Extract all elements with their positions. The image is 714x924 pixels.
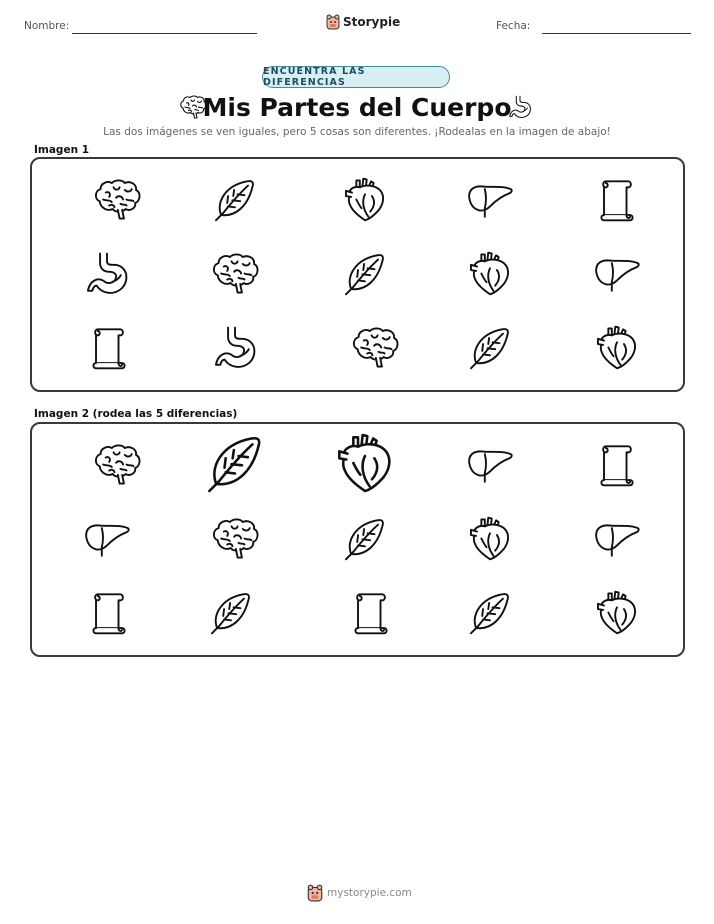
image2-panel[interactable]: [30, 422, 685, 657]
leaf-icon[interactable]: [205, 590, 257, 635]
stomach-icon: [506, 92, 534, 122]
heart-icon: [591, 325, 643, 370]
mascot-icon: [326, 14, 340, 30]
brain-icon: [209, 251, 261, 296]
name-field[interactable]: [72, 33, 257, 34]
heart-icon[interactable]: [591, 590, 643, 635]
brain-icon: [91, 177, 143, 222]
brain-icon[interactable]: [209, 516, 261, 561]
leaf-icon: [209, 177, 261, 222]
footer: [307, 884, 412, 902]
leaf-icon: [464, 325, 516, 370]
date-label: Fecha:: [496, 20, 531, 32]
date-field[interactable]: [542, 33, 691, 34]
brand-name: Storypie: [343, 15, 401, 29]
stomach-icon: [81, 251, 133, 296]
image1-label: Imagen 1: [34, 144, 90, 156]
leaf-icon[interactable]: [200, 432, 270, 494]
scroll-icon[interactable]: [591, 442, 643, 487]
image1-panel: [30, 157, 685, 392]
heart-icon: [339, 177, 391, 222]
heart-icon: [464, 251, 516, 296]
liver-icon: [591, 251, 643, 296]
leaf-icon: [339, 251, 391, 296]
heart-icon[interactable]: [330, 432, 400, 494]
brain-icon[interactable]: [91, 442, 143, 487]
activity-badge: ENCUENTRA LAS DIFERENCIAS: [262, 66, 450, 88]
name-label: Nombre:: [24, 20, 70, 32]
liver-icon: [464, 177, 516, 222]
liver-icon[interactable]: [591, 516, 643, 561]
leaf-icon[interactable]: [464, 590, 516, 635]
heart-icon[interactable]: [464, 516, 516, 561]
brain-icon: [349, 325, 401, 370]
liver-icon[interactable]: [81, 516, 133, 561]
mascot-icon: [307, 884, 323, 902]
liver-icon[interactable]: [464, 442, 516, 487]
scroll-icon[interactable]: [83, 590, 135, 635]
scroll-icon: [83, 325, 135, 370]
footer-url: mystorypie.com: [327, 887, 412, 899]
scroll-icon: [591, 177, 643, 222]
image2-label: Imagen 2 (rodea las 5 diferencias): [34, 408, 238, 420]
brand-logo: [326, 14, 400, 30]
instructions: Las dos imágenes se ven iguales, pero 5 cosas son diferentes. ¡Rodealas en la imagen de abajo!: [103, 126, 611, 138]
page-title: Mis Partes del Cuerpo: [202, 93, 512, 122]
scroll-icon[interactable]: [345, 590, 397, 635]
leaf-icon[interactable]: [339, 516, 391, 561]
stomach-icon: [209, 325, 261, 370]
